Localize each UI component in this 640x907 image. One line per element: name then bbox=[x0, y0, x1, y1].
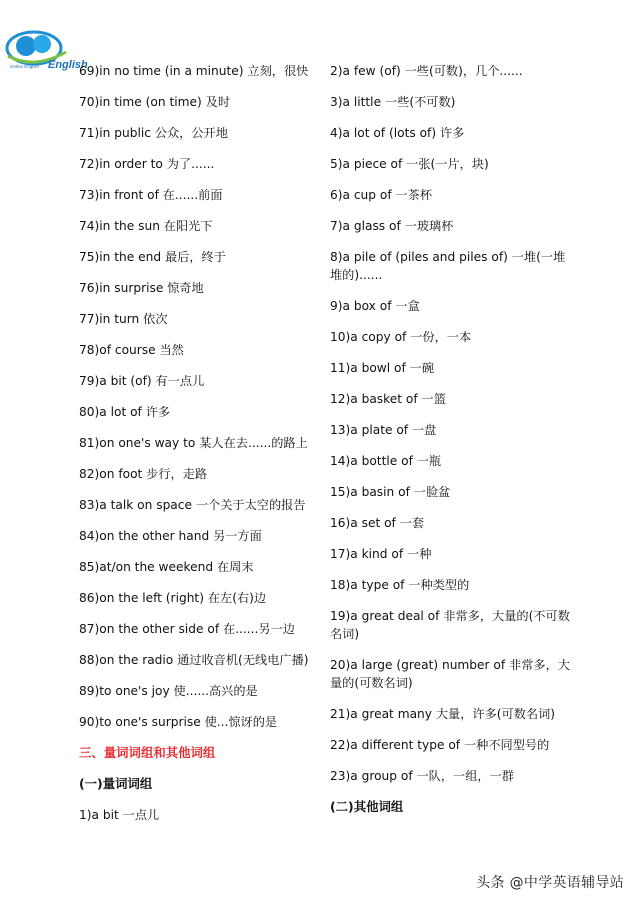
phrase-item: 72)in order to 为了...... bbox=[79, 157, 215, 171]
phrase-item: 80)a lot of 许多 bbox=[79, 405, 171, 419]
phrase-item: 74)in the sun 在阳光下 bbox=[79, 219, 213, 233]
phrase-item: 78)of course 当然 bbox=[79, 343, 184, 357]
phrase-item: 83)a talk on space 一个关于太空的报告 bbox=[79, 498, 306, 512]
right-phrase-list bbox=[330, 62, 570, 785]
phrase-item: 3)a little 一些(不可数) bbox=[330, 95, 456, 109]
watermark: 头条 @中学英语辅导站 bbox=[476, 875, 624, 891]
phrase-item: 19)a great deal of 非常多，大量的(不可数名词) bbox=[330, 609, 570, 641]
phrase-item: 22)a different type of 一种不同型号的 bbox=[330, 738, 550, 752]
phrase-item: 21)a great many 大量，许多(可数名词) bbox=[330, 707, 556, 721]
phrase-item: 69)in no time (in a minute) 立刻，很快 bbox=[79, 64, 309, 78]
phrase-item: 7)a glass of 一玻璃杯 bbox=[330, 219, 454, 233]
phrase-item: 11)a bowl of 一碗 bbox=[330, 361, 435, 375]
phrase-item: 1)a bit 一点儿 bbox=[79, 808, 160, 822]
left-column bbox=[79, 62, 329, 837]
subsection-one-title: (一)量词词组 bbox=[79, 776, 153, 791]
left-phrase-list bbox=[79, 62, 329, 731]
section-title: 三、量词词组和其他词组 bbox=[79, 745, 216, 760]
phrase-item: 10)a copy of 一份，一本 bbox=[330, 330, 472, 344]
phrase-item: 14)a bottle of 一瓶 bbox=[330, 454, 442, 468]
phrase-item: 15)a basin of 一脸盆 bbox=[330, 485, 451, 499]
phrase-item: 89)to one's joy 使......高兴的是 bbox=[79, 684, 258, 698]
phrase-item: 90)to one's surprise 使...惊讶的是 bbox=[79, 715, 278, 729]
phrase-item: 17)a kind of 一种 bbox=[330, 547, 432, 561]
phrase-item: 88)on the radio 通过收音机(无线电广播) bbox=[79, 653, 309, 667]
phrase-item: 2)a few (of) 一些(可数)，几个...... bbox=[330, 64, 523, 78]
phrase-item: 9)a box of 一盒 bbox=[330, 299, 420, 313]
phrase-item: 6)a cup of 一茶杯 bbox=[330, 188, 433, 202]
phrase-item: 16)a set of 一套 bbox=[330, 516, 425, 530]
phrase-item: 87)on the other side of 在......另一边 bbox=[79, 622, 295, 636]
phrase-item: 85)at/on the weekend 在周末 bbox=[79, 560, 254, 574]
logo-small-text: Online English bbox=[10, 64, 40, 69]
phrase-item: 71)in public 公众，公开地 bbox=[79, 126, 228, 140]
phrase-item: 77)in turn 依次 bbox=[79, 312, 168, 326]
phrase-item: 86)on the left (right) 在左(右)边 bbox=[79, 591, 267, 605]
logo-wordmark: English bbox=[48, 59, 88, 71]
phrase-item: 82)on foot 步行，走路 bbox=[79, 467, 208, 481]
phrase-item: 70)in time (on time) 及时 bbox=[79, 95, 231, 109]
phrase-item: 5)a piece of 一张(一片，块) bbox=[330, 157, 489, 171]
subsection-two-title: (二)其他词组 bbox=[330, 799, 404, 814]
phrase-item: 20)a large (great) number of 非常多，大量的(可数名词) bbox=[330, 658, 570, 690]
right-column bbox=[330, 62, 570, 829]
phrase-item: 73)in front of 在......前面 bbox=[79, 188, 223, 202]
phrase-item: 12)a basket of 一篮 bbox=[330, 392, 446, 406]
phrase-item: 23)a group of 一队，一组，一群 bbox=[330, 769, 514, 783]
phrase-item: 13)a plate of 一盘 bbox=[330, 423, 437, 437]
phrase-item: 79)a bit (of) 有一点儿 bbox=[79, 374, 205, 388]
phrase-item: 81)on one's way to 某人在去......的路上 bbox=[79, 436, 308, 450]
phrase-item: 76)in surprise 惊奇地 bbox=[79, 281, 204, 295]
phrase-item: 18)a type of 一种类型的 bbox=[330, 578, 470, 592]
phrase-item: 8)a pile of (piles and piles of) 一堆(一堆堆的)...... bbox=[330, 250, 566, 282]
phrase-item: 4)a lot of (lots of) 许多 bbox=[330, 126, 465, 140]
phrase-item: 84)on the other hand 另一方面 bbox=[79, 529, 262, 543]
phrase-item: 75)in the end 最后，终于 bbox=[79, 250, 226, 264]
